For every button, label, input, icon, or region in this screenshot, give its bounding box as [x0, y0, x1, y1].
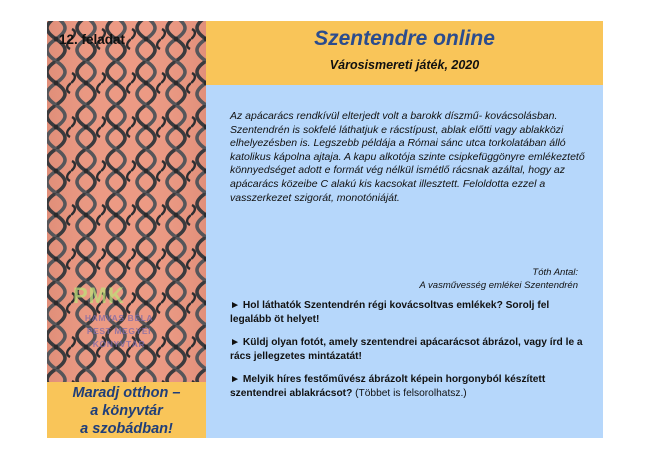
motto-line-1: Maradj otthon – — [72, 385, 181, 401]
library-logo — [65, 283, 175, 361]
question-item — [230, 373, 590, 400]
attribution-author: Tóth Antal: — [532, 267, 578, 278]
logo-mark: PMK — [73, 283, 125, 308]
task-label: 12. feladat — [59, 32, 126, 47]
questions-list — [230, 299, 590, 410]
question-item — [230, 299, 590, 326]
question-item — [230, 336, 590, 363]
attribution-work: A vasművesség emlékei Szentendrén — [419, 280, 578, 291]
question-text: ► Melyik híres festőművész ábrázolt képein horgonyból készített szentendrei ablakrácsot? — [230, 374, 546, 399]
quote-attribution — [419, 266, 578, 292]
logo-line-2: PEST MEGYEI — [86, 326, 152, 336]
header — [206, 21, 603, 85]
question-note: (Többet is felsorolhatsz.) — [355, 387, 467, 399]
motto-line-3: a szobádban! — [80, 421, 173, 437]
content-panel — [206, 85, 603, 438]
slide — [47, 21, 603, 438]
question-text: ► Küldj olyan fotót, amely szentendrei apácarácsot ábrázol, vagy írd le a rács jellegzetes mintázatát! — [230, 337, 583, 362]
page-subtitle: Városismereti játék, 2020 — [329, 58, 480, 72]
quote-text: Az apácarács rendkívül elterjedt volt a barokk díszmű- kovácsolásban. Szentendrén is sokfelé láthatjuk e rácstípust, ablak előtti vagy ablakközi elhelyezésben is. Legszebb példája a Római sánc utca torkolatában álló katolikus kápolna ajtaja. A kapu alkotója szinte csipkefüggönyre emlékeztető könnyedséget adott e formát vég nélkül ismétlő rácsnak azáltal, hogy az apácarács közeibe C alakú kis kacsokat illesztett. Feloldotta ezzel a vasszerkezet szigorát, monotóniáját. — [230, 110, 585, 204]
motto-panel — [47, 382, 206, 438]
wrought-iron-grille-photo — [47, 21, 206, 382]
page-title: Szentendre online — [314, 27, 495, 50]
logo-line-3: KÖNYVTÁR — [92, 339, 146, 349]
logo-line-1: HAMVAS BÉLA — [84, 313, 154, 323]
motto-line-2: a könyvtár — [90, 403, 163, 419]
question-text: ► Hol láthatók Szentendrén régi kovácsoltvas emlékek? Sorolj fel legalább öt helyet! — [230, 300, 550, 325]
